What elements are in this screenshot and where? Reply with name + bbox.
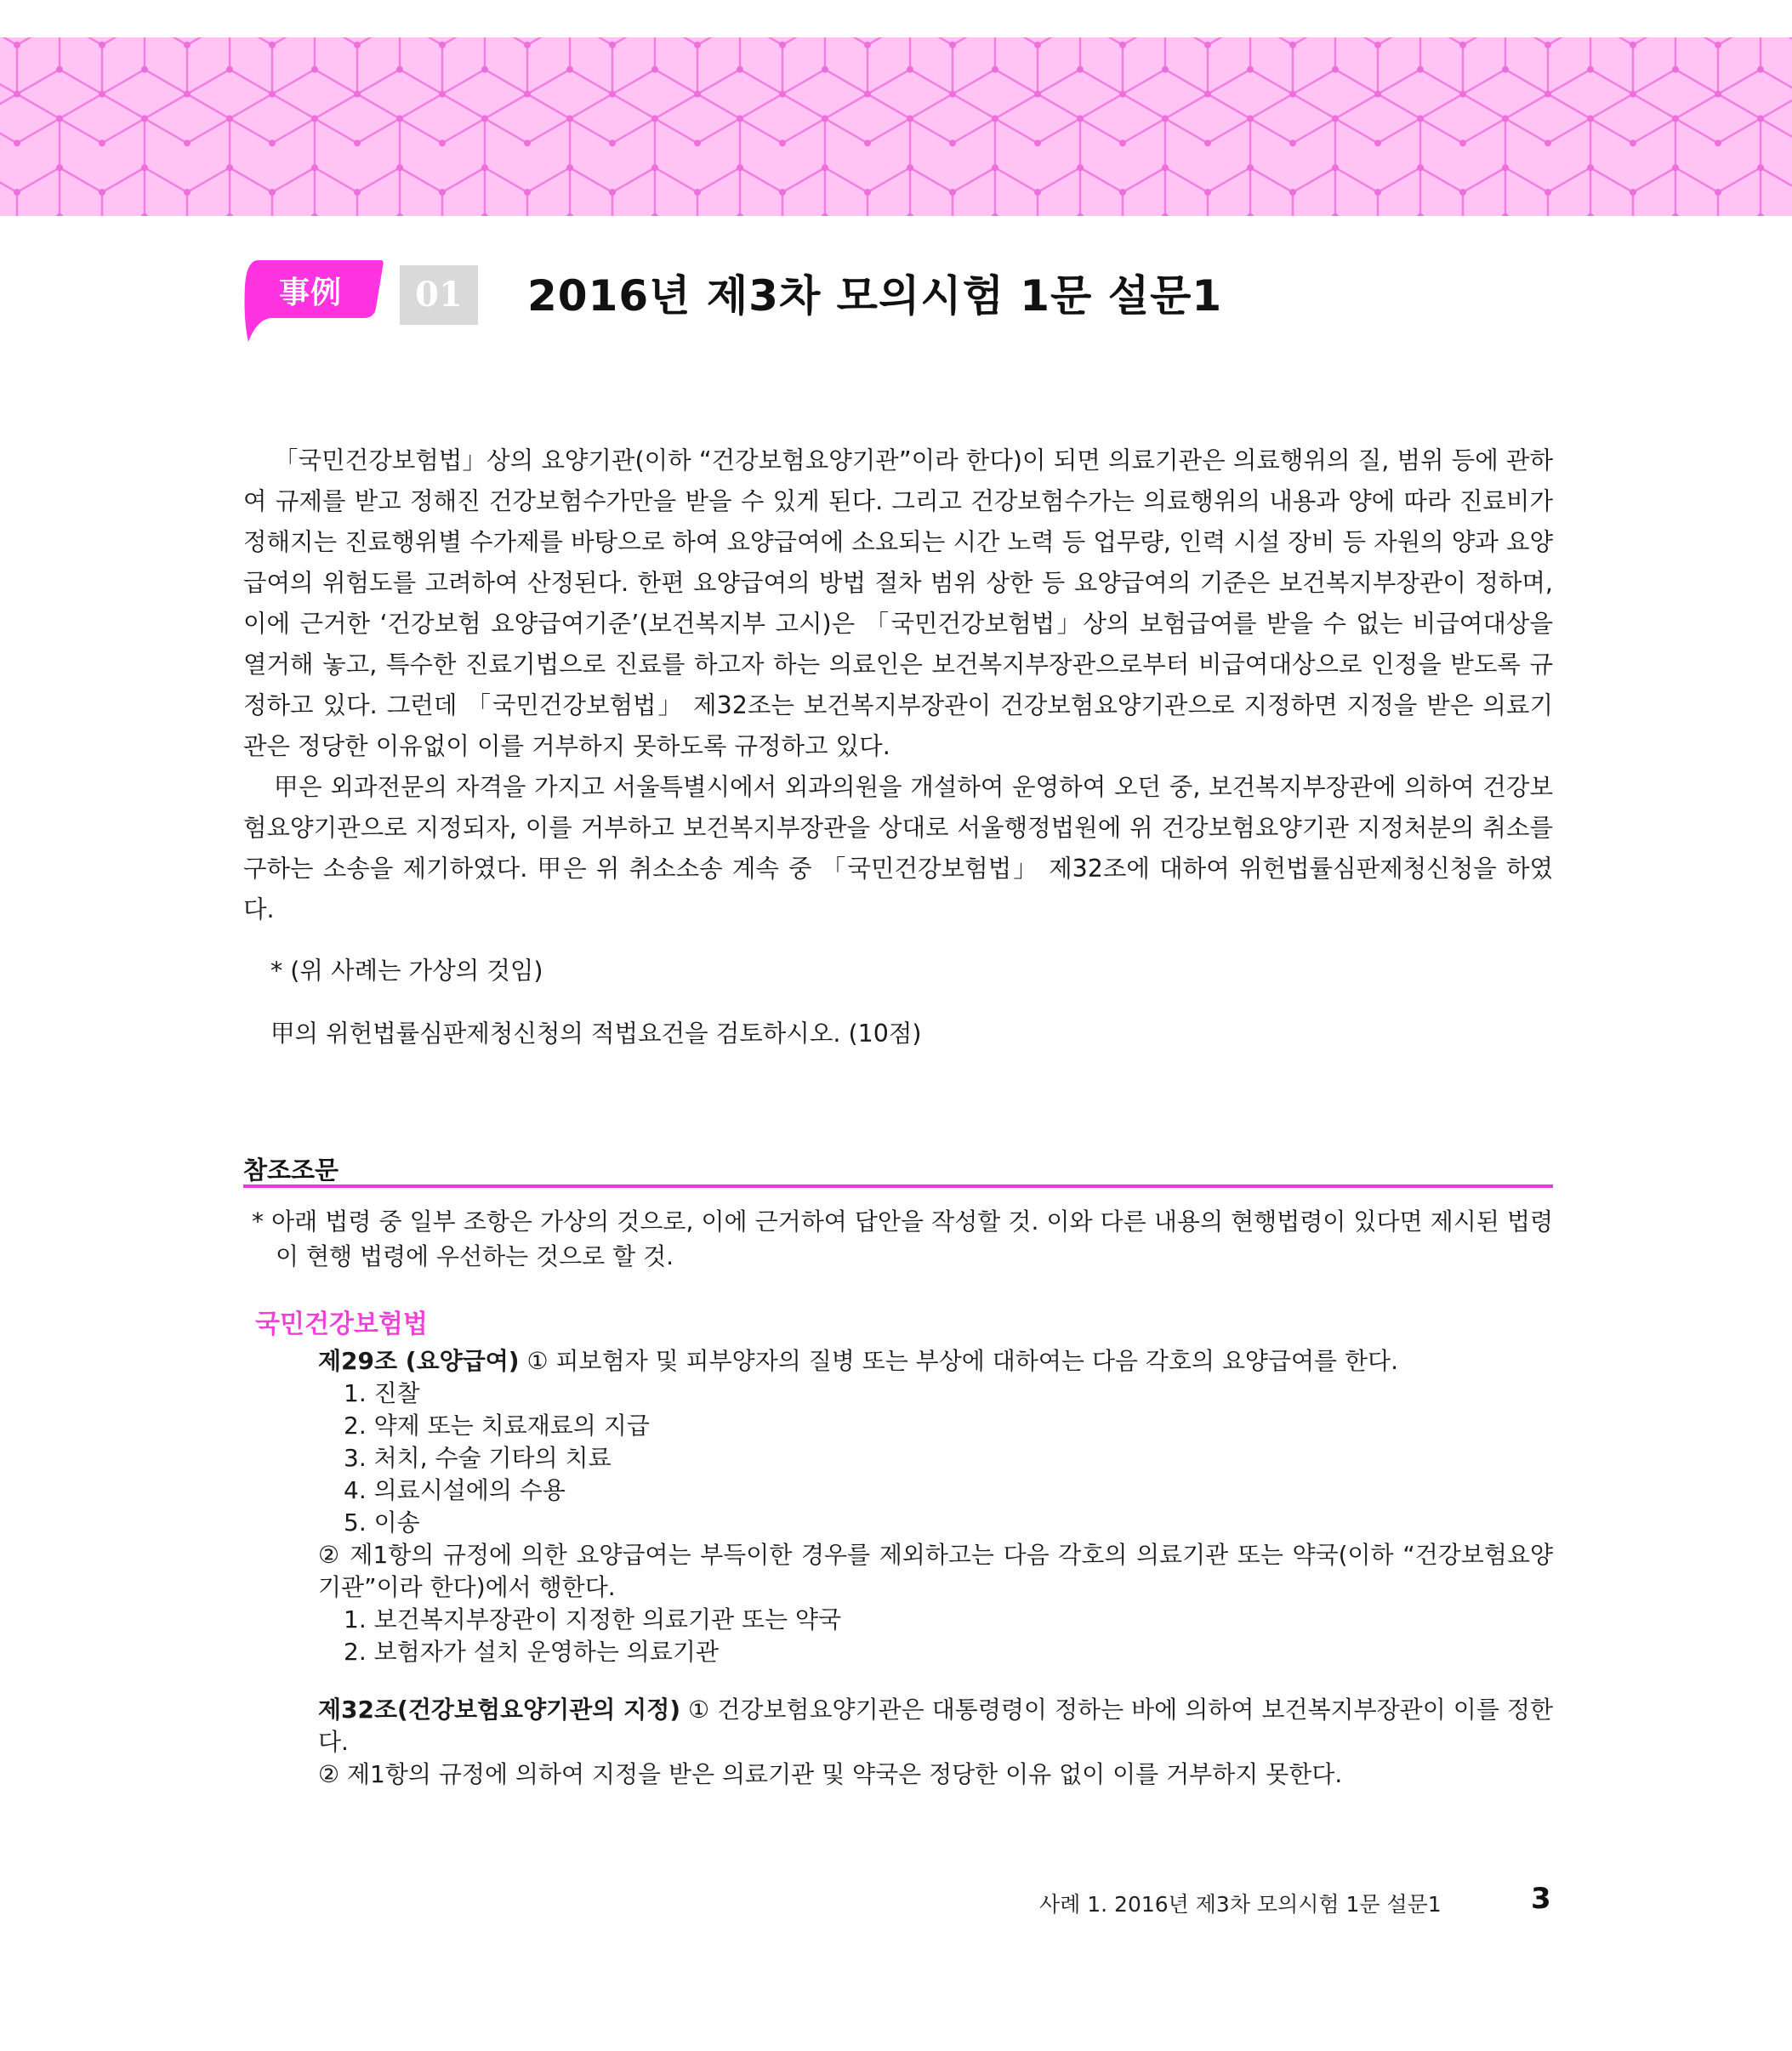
case-paragraph-2: 甲은 외과전문의 자격을 가지고 서울특별시에서 외과의원을 개설하여 운영하여 오던 중, 보건복지부장관에 의하여 건강보험요양기관으로 지정되자, 이를 거부하고 보건복지부장관을 상대로 서울행정법원에 위 건강보험요양기관 지정처분의 취소를 구하는 소송을 제기하였다. 甲은 위 취소소송 계속 중 「국민건강보험법」 제32조에 대하여 위헌법률심판제청신청을 하였다. — [243, 773, 1553, 923]
list-item: 5. 이송 — [344, 1508, 420, 1537]
running-footer: 사례 1. 2016년 제3차 모의시험 1문 설문1 — [1039, 1892, 1442, 1917]
case-badge — [240, 260, 384, 345]
decorative-banner — [0, 37, 1792, 216]
list-item: 1. 보건복지부장관이 지정한 의료기관 또는 약국 — [344, 1605, 842, 1633]
page-title: 2016년 제3차 모의시험 1문 설문1 — [527, 271, 1223, 321]
case-number: 01 — [400, 265, 478, 325]
article-29-para-1: ① 피보험자 및 피부양자의 질병 또는 부상에 대하여는 다음 각호의 요양급여를 한다. — [519, 1347, 1399, 1375]
article-32 — [318, 1694, 1553, 1758]
exam-question: 甲의 위헌법률심판제청신청의 적법요건을 검토하시오. (10점) — [270, 1020, 922, 1048]
law-articles — [318, 1345, 1553, 1791]
article-32-para-2: ② 제1항의 규정에 의하여 지정을 받은 의료기관 및 약국은 정당한 이유 없이 이를 거부하지 못한다. — [318, 1760, 1343, 1788]
article-29-items-2 — [318, 1604, 1553, 1668]
article-29 — [318, 1345, 1553, 1378]
reference-divider — [243, 1185, 1553, 1188]
article-29-para-2: ② 제1항의 규정에 의한 요양급여는 부득이한 경우를 제외하고는 다음 각호의 의료기관 또는 약국(이하 “건강보험요양기관”이라 한다)에서 행한다. — [318, 1541, 1553, 1601]
reference-heading: 참조조문 — [243, 1156, 339, 1185]
case-badge-label: 事例 — [278, 275, 342, 310]
article-29-heading: 제29조 (요양급여) — [318, 1347, 520, 1375]
article-29-items-1 — [318, 1378, 1553, 1539]
case-paragraph-1: 「국민건강보험법」상의 요양기관(이하 “건강보험요양기관”이라 한다)이 되면 의료기관은 의료행위의 질, 범위 등에 관하여 규제를 받고 정해진 건강보험수가만을 받을 수 있게 된다. 그리고 건강보험수가는 의료행위의 내용과 양에 따라 진료비가 정해지는 진료행위별 수가제를 바탕으로 하여 요양급여에 소요되는 시간 노력 등 업무량, 인력 시설 장비 등 자원의 양과 요양급여의 위험도를 고려하여 산정된다. 한편 요양급여의 방법 절차 범위 상한 등 요양급여의 기준은 보건복지부장관이 정하며, 이에 근거한 ‘건강보험 요양급여기준’(보건복지부 고시)은 「국민건강보험법」상의 보험급여를 받을 수 없는 비급여대상을 열거해 놓고, 특수한 진료기법으로 진료를 하고자 하는 의료인은 보건복지부장관으로부터 비급여대상으로 인정을 받도록 규정하고 있다. 그런데 「국민건강보험법」 제32조는 보건복지부장관이 건강보험요양기관으로 지정하면 지정을 받은 의료기관은 정당한 이유없이 이를 거부하지 못하도록 규정하고 있다. — [243, 446, 1553, 760]
article-32-heading: 제32조(건강보험요양기관의 지정) — [318, 1696, 681, 1724]
list-item: 4. 의료시설에의 수용 — [344, 1476, 566, 1504]
hypothetical-note: * (위 사례는 가상의 것임) — [270, 957, 543, 985]
law-name: 국민건강보험법 — [255, 1310, 428, 1339]
article-32-para-1: ① 건강보험요양기관은 대통령령이 정하는 바에 의하여 보건복지부장관이 이를 정한다. — [318, 1696, 1553, 1756]
list-item: 3. 처치, 수술 기타의 치료 — [344, 1444, 612, 1472]
case-body — [243, 440, 1553, 1054]
reference-note: * 아래 법령 중 일부 조항은 가상의 것으로, 이에 근거하여 답안을 작성할 것. 이와 다른 내용의 현행법령이 있다면 제시된 법령이 현행 법령에 우선하는 것으로 할 것. — [252, 1207, 1553, 1270]
list-item: 1. 진찰 — [344, 1379, 420, 1407]
list-item: 2. 약제 또는 치료재료의 지급 — [344, 1412, 650, 1440]
page-number: 3 — [1531, 1882, 1551, 1916]
list-item: 2. 보험자가 설치 운영하는 의료기관 — [344, 1638, 719, 1666]
